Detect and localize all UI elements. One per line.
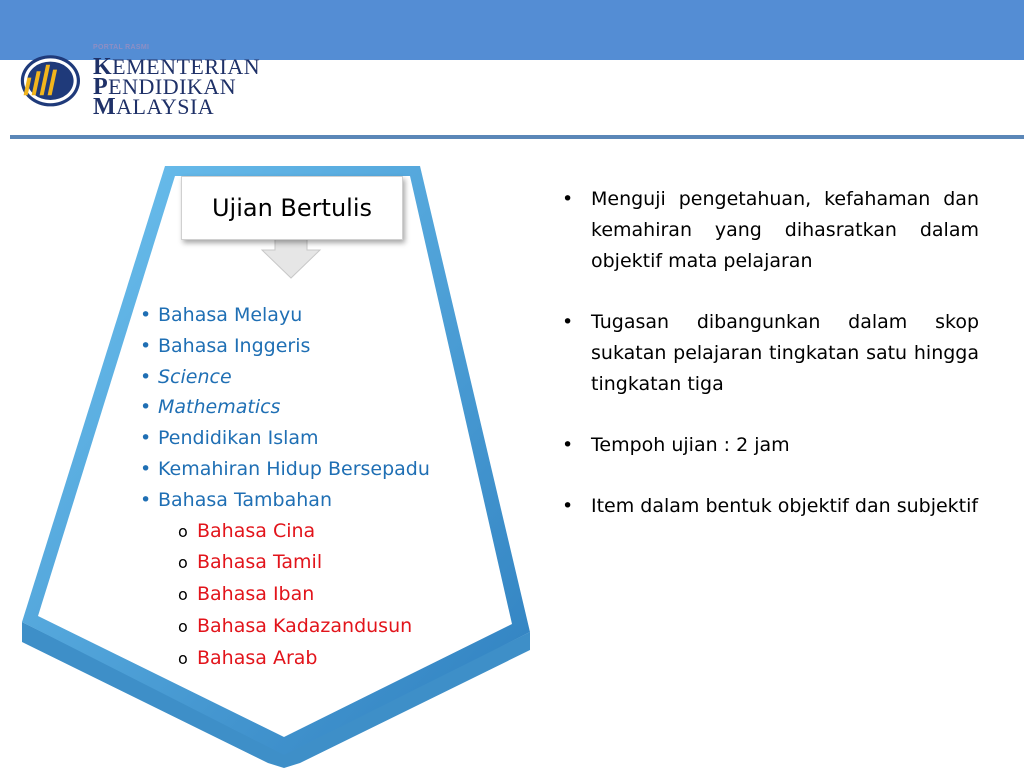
bullet-icon: • xyxy=(140,334,152,357)
detail-point: • Tempoh ujian : 2 jam xyxy=(562,430,979,461)
ministry-line-2: PENDIDIKAN xyxy=(93,74,237,100)
list-item: • Science xyxy=(140,362,430,393)
bullet-icon: • xyxy=(140,457,152,480)
subject-list xyxy=(140,300,430,675)
list-item: • Bahasa Melayu xyxy=(140,300,430,331)
circle-bullet-icon: o xyxy=(178,616,188,636)
title-box xyxy=(181,176,403,240)
list-item: • Kemahiran Hidup Bersepadu xyxy=(140,454,430,485)
detail-point: • Item dalam bentuk objektif dan subjektif xyxy=(562,491,979,522)
section-title: Ujian Bertulis xyxy=(211,194,372,222)
ministry-line-1: KEMENTERIAN xyxy=(93,54,261,80)
bullet-icon: • xyxy=(140,365,152,388)
bullet-icon: • xyxy=(140,304,152,326)
bullet-icon: • xyxy=(562,495,574,517)
sub-list-item: o Bahasa Cina xyxy=(178,516,430,548)
exam-details-list xyxy=(562,184,979,552)
portal-label: PORTAL RASMI xyxy=(93,44,150,51)
circle-bullet-icon: o xyxy=(178,521,188,541)
bullet-icon: • xyxy=(140,488,152,511)
list-item: • Bahasa Tambahan o Bahasa Cina o Bahasa Tamil o Bahasa Iban o Bahasa Kadazandusun o Bahasa Arab xyxy=(140,485,430,675)
bullet-icon: • xyxy=(140,396,152,419)
detail-point: • Menguji pengetahuan, kefahaman dan kemahiran yang dihasratkan dalam objektif mata pelajaran xyxy=(562,184,979,277)
ministry-line-3: MALAYSIA xyxy=(93,94,215,120)
additional-language-list xyxy=(178,516,430,675)
sub-list-item: o Bahasa Iban xyxy=(178,579,430,611)
detail-point: • Tugasan dibangunkan dalam skop sukatan pelajaran tingkatan satu hingga tingkatan tiga xyxy=(562,307,979,400)
bullet-icon: • xyxy=(140,427,152,450)
list-item: • Pendidikan Islam xyxy=(140,423,430,454)
circle-bullet-icon: o xyxy=(178,648,188,668)
circle-bullet-icon: o xyxy=(178,585,188,605)
sub-list-item: o Bahasa Tamil xyxy=(178,547,430,579)
list-item: • Bahasa Inggeris xyxy=(140,331,430,362)
list-item: • Mathematics xyxy=(140,392,430,423)
circle-bullet-icon: o xyxy=(178,553,188,573)
sub-list-item: o Bahasa Arab xyxy=(178,643,430,675)
sub-list-item: o Bahasa Kadazandusun xyxy=(178,611,430,643)
bullet-icon: • xyxy=(562,311,574,333)
bullet-icon: • xyxy=(562,434,574,456)
bullet-icon: • xyxy=(562,188,574,210)
